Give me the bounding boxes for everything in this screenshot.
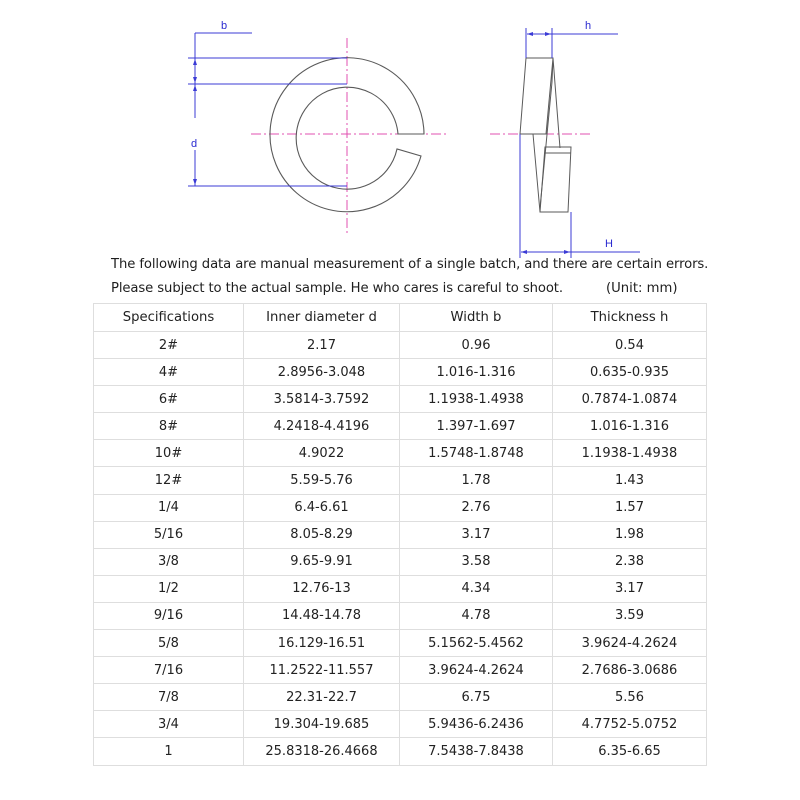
table-row [94,711,707,738]
cell-width: 3.9624-4.2624 [400,657,553,684]
cell-width: 1.1938-1.4938 [400,386,553,413]
cell-width: 5.1562-5.4562 [400,630,553,657]
cell-inner-diameter: 2.17 [244,332,400,359]
table-row [94,440,707,467]
cell-inner-diameter: 4.2418-4.4196 [244,413,400,440]
cell-inner-diameter: 4.9022 [244,440,400,467]
cell-inner-diameter: 11.2522-11.557 [244,657,400,684]
cell-width: 0.96 [400,332,553,359]
H-label: H [605,238,613,250]
cell-specification: 2# [94,332,244,359]
cell-specification: 12# [94,467,244,494]
cell-thickness: 3.17 [553,575,707,602]
cell-thickness: 6.35-6.65 [553,738,707,765]
cell-inner-diameter: 22.31-22.7 [244,684,400,711]
header-thickness: Thickness h [553,304,707,332]
cell-inner-diameter: 12.76-13 [244,575,400,602]
cell-specification: 4# [94,359,244,386]
cell-inner-diameter: 5.59-5.76 [244,467,400,494]
table-row [94,494,707,521]
sample-note: Please subject to the actual sample. He who cares is careful to shoot. [111,281,563,296]
cell-thickness: 5.56 [553,684,707,711]
header-inner-diameter: Inner diameter d [244,304,400,332]
side-view [490,20,640,258]
cell-thickness: 0.635-0.935 [553,359,707,386]
cell-width: 1.5748-1.8748 [400,440,553,467]
cell-specification: 6# [94,386,244,413]
table-row [94,602,707,629]
cell-specification: 5/16 [94,521,244,548]
cell-specification: 8# [94,413,244,440]
cell-inner-diameter: 16.129-16.51 [244,630,400,657]
header-width: Width b [400,304,553,332]
upper-coil-outline [520,58,560,208]
table-row [94,332,707,359]
table-row [94,359,707,386]
table-row [94,657,707,684]
cell-thickness: 1.43 [553,467,707,494]
cell-specification: 1/2 [94,575,244,602]
cell-width: 5.9436-6.2436 [400,711,553,738]
cell-thickness: 3.9624-4.2624 [553,630,707,657]
b-arrow-down [193,77,197,83]
cell-thickness: 2.38 [553,548,707,575]
cell-width: 3.58 [400,548,553,575]
cell-specification: 1 [94,738,244,765]
cell-specification: 5/8 [94,630,244,657]
cell-width: 7.5438-7.8438 [400,738,553,765]
cell-width: 1.016-1.316 [400,359,553,386]
table-header-row [94,304,707,332]
table-row [94,413,707,440]
table-row [94,521,707,548]
table-row [94,467,707,494]
measurement-note: The following data are manual measurement of a single batch, and there are certain errors. [111,257,709,272]
specifications-table [93,303,707,766]
cell-specification: 7/16 [94,657,244,684]
cell-thickness: 1.016-1.316 [553,413,707,440]
cell-inner-diameter: 2.8956-3.048 [244,359,400,386]
d-label: d [191,138,198,150]
cell-thickness: 1.1938-1.4938 [553,440,707,467]
table-row [94,630,707,657]
table-body [94,332,707,766]
cell-width: 6.75 [400,684,553,711]
lower-coil-outline [533,134,571,212]
cell-specification: 3/8 [94,548,244,575]
cell-specification: 7/8 [94,684,244,711]
cell-thickness: 3.59 [553,602,707,629]
cell-thickness: 1.57 [553,494,707,521]
cell-width: 1.397-1.697 [400,413,553,440]
header-specifications: Specifications [94,304,244,332]
b-arrow-up [193,59,197,65]
h-label: h [585,20,592,32]
b-label: b [221,20,228,32]
cell-specification: 3/4 [94,711,244,738]
cell-inner-diameter: 19.304-19.685 [244,711,400,738]
table-row [94,684,707,711]
table-row [94,575,707,602]
H-arrow-left [521,250,527,254]
cell-inner-diameter: 25.8318-26.4668 [244,738,400,765]
d-arrow-top [193,85,197,91]
table-row [94,386,707,413]
cell-width: 4.34 [400,575,553,602]
cell-thickness: 2.7686-3.0686 [553,657,707,684]
h-arrow-left [527,32,533,36]
cell-inner-diameter: 3.5814-3.7592 [244,386,400,413]
cell-width: 3.17 [400,521,553,548]
cell-width: 1.78 [400,467,553,494]
unit-label: (Unit: mm) [606,281,678,296]
front-view [188,20,446,233]
h-arrow-right [545,32,551,36]
H-arrow-right [564,250,570,254]
cell-thickness: 0.54 [553,332,707,359]
cell-inner-diameter: 6.4-6.61 [244,494,400,521]
cell-inner-diameter: 14.48-14.78 [244,602,400,629]
table-row [94,738,707,765]
table-row [94,548,707,575]
spring-washer-drawing [0,0,800,260]
cell-specification: 9/16 [94,602,244,629]
cell-inner-diameter: 9.65-9.91 [244,548,400,575]
cell-width: 4.78 [400,602,553,629]
cell-thickness: 0.7874-1.0874 [553,386,707,413]
cell-specification: 10# [94,440,244,467]
cell-thickness: 4.7752-5.0752 [553,711,707,738]
cell-width: 2.76 [400,494,553,521]
cell-specification: 1/4 [94,494,244,521]
d-arrow-bottom [193,179,197,185]
cell-inner-diameter: 8.05-8.29 [244,521,400,548]
cell-thickness: 1.98 [553,521,707,548]
